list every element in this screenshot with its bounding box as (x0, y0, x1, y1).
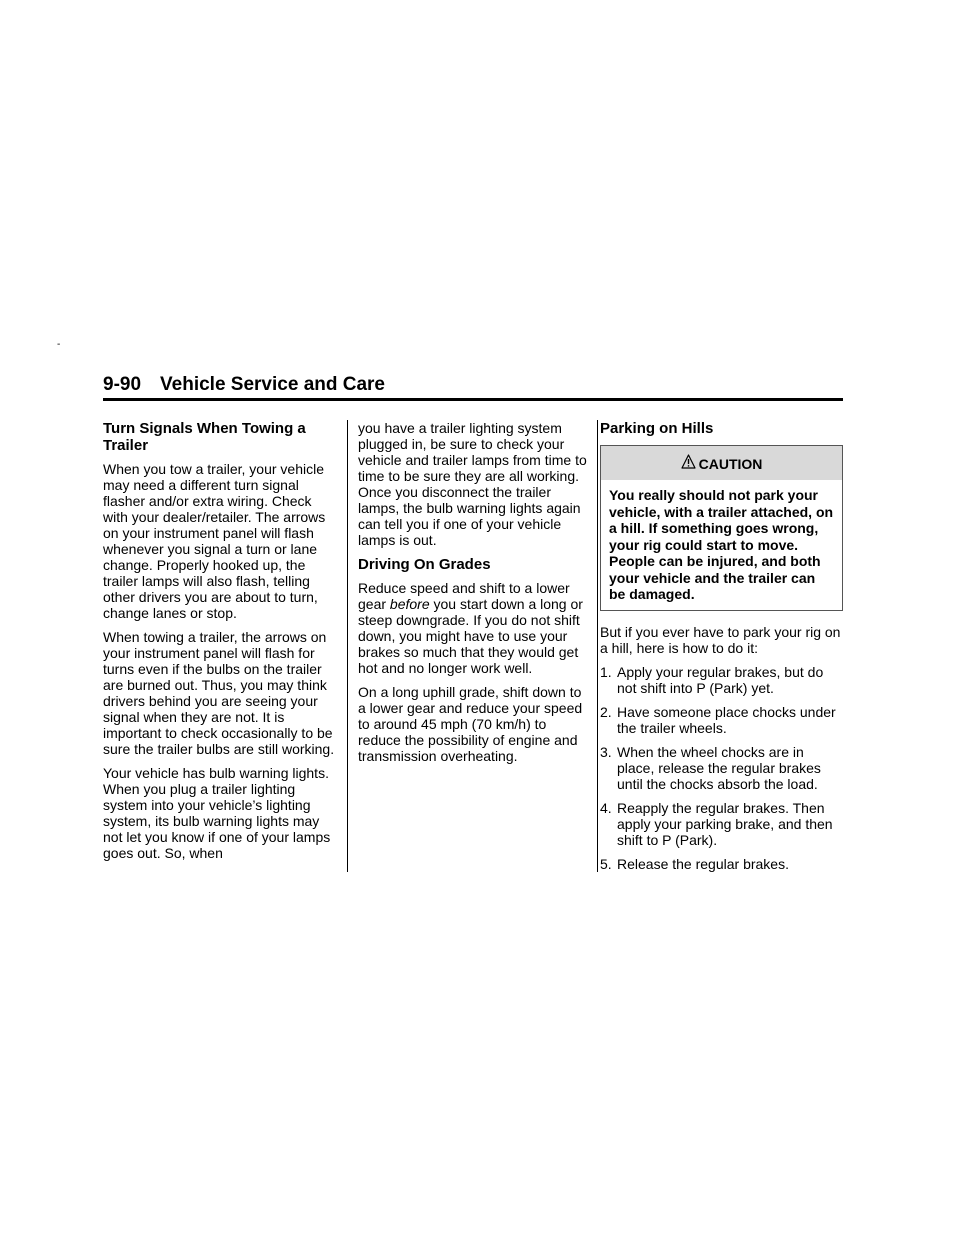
caution-box (600, 445, 843, 611)
list-item (600, 664, 843, 696)
list-item (600, 856, 843, 872)
column-2 (358, 420, 590, 772)
corner-mark: - (57, 339, 61, 350)
turn-signals-heading: Turn Signals When Towing a Trailer (103, 420, 306, 454)
step-number: 1. (600, 663, 612, 680)
turn-signals-continuation: you have a trailer lighting system plugged in, be sure to check your vehicle and trailer lamps from time to time to be sure they are all working. Once you disconnect the trailer lamps, the bulb warning lights again can tell you if one of your vehicle lamps is out. (358, 420, 587, 548)
section-title: Vehicle Service and Care (160, 374, 385, 395)
list-item (600, 744, 843, 792)
column-divider-2 (597, 420, 598, 872)
grades-paragraph-2: On a long uphill grade, shift down to a lower gear and reduce your speed to around 45 mph (70 km/h) to reduce the possibility of engine and transmission overheating. (358, 684, 583, 764)
caution-header (601, 446, 842, 480)
parking-on-hills-heading: Parking on Hills (600, 420, 714, 437)
grades-paragraph-1 (358, 580, 590, 676)
list-item (600, 800, 843, 848)
parking-intro: But if you ever have to park your rig on a hill, here is how to do it: (600, 623, 841, 656)
page-number: 9-90 (103, 374, 142, 395)
step-text: Have someone place chocks under the trailer wheels. (617, 703, 836, 736)
parking-steps-list (600, 664, 843, 872)
grades-text-after: you start down a long or steep downgrade. If you do not shift down, you might have to use your brakes so much that they would get hot and no longer work well. (358, 596, 583, 676)
page-header (103, 372, 843, 401)
step-text: Apply your regular brakes, but do not shift into P (Park) yet. (617, 663, 824, 696)
caution-text: You really should not park your vehicle, with a trailer attached, on a hill. If something goes wrong, your rig could start to move. People can be injured, and both your vehicle and the trailer can be damaged. (609, 487, 834, 602)
step-number: 2. (600, 703, 612, 720)
step-text: Release the regular brakes. (617, 855, 789, 872)
column-1 (103, 420, 335, 869)
step-number: 4. (600, 799, 612, 816)
turn-signals-paragraph-1: When you tow a trailer, your vehicle may need a different turn signal flasher and/or extra wiring. Check with your dealer/retailer. The arrows on your instrument panel will flash whenever you signal a turn or lane change. Properly hooked up, the trailer lamps will also flash, telling other drivers you are about to turn, change lanes or stop. (103, 461, 326, 621)
driving-on-grades-heading: Driving On Grades (358, 556, 491, 573)
step-number: 3. (600, 743, 612, 760)
caution-label: CAUTION (698, 456, 763, 472)
step-number: 5. (600, 855, 612, 872)
list-item (600, 704, 843, 736)
turn-signals-paragraph-2: When towing a trailer, the arrows on your instrument panel will flash for turns even if the bulbs on the trailer are burned out. Thus, you may think drivers behind you are seeing your signal when they are not. It is important to check occasionally to be sure the trailer bulbs are still working. (103, 629, 335, 757)
grades-text-before: Reduce speed and shift to a lower gear (358, 580, 570, 612)
column-3 (600, 420, 843, 880)
step-text: When the wheel chocks are in place, release the regular brakes until the chocks absorb the load. (617, 743, 821, 792)
step-text: Reapply the regular brakes. Then apply your parking brake, and then shift to P (Park). (617, 799, 833, 848)
column-divider-1 (347, 420, 348, 872)
grades-emphasis: before (389, 596, 430, 612)
turn-signals-paragraph-3: Your vehicle has bulb warning lights. When you plug a trailer lighting system into your vehicle’s lighting system, its bulb warning lights may not let you know if one of your lamps goes out. So, when (103, 765, 331, 861)
warning-triangle-icon (681, 454, 696, 469)
